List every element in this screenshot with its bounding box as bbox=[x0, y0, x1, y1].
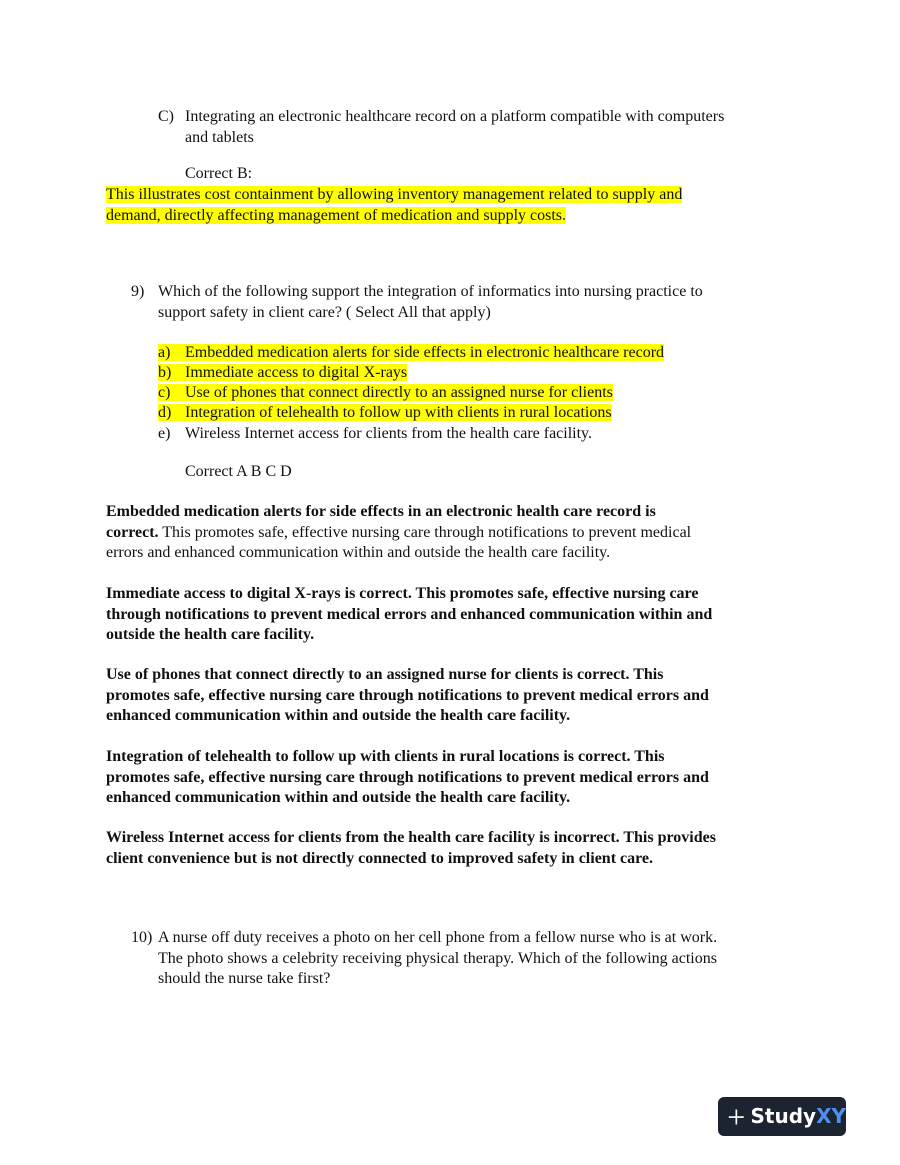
q9-option-e bbox=[158, 424, 592, 445]
q9-explanation-2 bbox=[106, 584, 796, 646]
q9-number: 9) bbox=[131, 283, 145, 300]
q9-question-line1: Which of the following support the integration of informatics into nursing practice to bbox=[158, 283, 703, 300]
q9-option-b bbox=[158, 363, 407, 384]
q10-question-line3: should the nurse take first? bbox=[158, 970, 331, 987]
q9-exp3-line2: promotes safe, effective nursing care through notifications to prevent medical errors and bbox=[106, 686, 709, 704]
q8-option-c bbox=[158, 107, 818, 148]
q10-question-line1: A nurse off duty receives a photo on her cell phone from a fellow nurse who is at work. bbox=[158, 929, 718, 946]
q9-exp1-bold-line2: correct. bbox=[106, 523, 159, 541]
q9-option-d-text: Integration of telehealth to follow up with clients in rural locations bbox=[185, 404, 612, 421]
q9-exp5-line1: Wireless Internet access for clients from the health care facility is incorrect. This provides bbox=[106, 829, 716, 846]
q8-option-c-line1: Integrating an electronic healthcare record on a platform compatible with computers bbox=[185, 108, 725, 125]
q8-option-c-line2: and tablets bbox=[185, 128, 254, 146]
q9-option-a bbox=[158, 343, 664, 364]
q9-exp2-line3: outside the health care facility. bbox=[106, 626, 315, 643]
logo-text bbox=[751, 1106, 846, 1127]
q9-exp4-line2: promotes safe, effective nursing care through notifications to prevent medical errors and bbox=[106, 768, 709, 786]
q8-rationale bbox=[106, 185, 682, 226]
q9-exp2-line2: through notifications to prevent medical errors and enhanced communication within and bbox=[106, 605, 713, 623]
q9-option-b-text: Immediate access to digital X-rays bbox=[185, 364, 408, 381]
q9-explanation-1 bbox=[106, 502, 796, 564]
q9-option-d bbox=[158, 403, 612, 424]
q9-exp4-line1: Integration of telehealth to follow up with clients in rural locations is correct. This bbox=[106, 748, 665, 765]
q9-correct: Correct A B C D bbox=[185, 463, 292, 480]
q8-rationale-line2: demand, directly affecting management of medication and supply costs. bbox=[106, 206, 567, 224]
q9-exp2-line1: Immediate access to digital X-rays is correct. This promotes safe, effective nursing care bbox=[106, 585, 699, 602]
q9-option-e-text: Wireless Internet access for clients from the health care facility. bbox=[185, 425, 593, 442]
q8-correct: Correct B: bbox=[185, 165, 253, 182]
q9-exp3-line1: Use of phones that connect directly to an assigned nurse for clients is correct. This bbox=[106, 666, 664, 683]
q10-question bbox=[131, 928, 791, 990]
q9-exp1-rest-line2: This promotes safe, effective nursing care through notifications to prevent medical bbox=[158, 523, 692, 541]
logo-text-accent: XY bbox=[816, 1104, 846, 1129]
q9-explanation-3 bbox=[106, 665, 796, 727]
q9-exp1-bold-line1: Embedded medication alerts for side effects in an electronic health care record is bbox=[106, 503, 656, 520]
q9-option-c bbox=[158, 383, 613, 404]
q9-explanation-5 bbox=[106, 828, 796, 869]
q10-question-line2: The photo shows a celebrity receiving physical therapy. Which of the following actions bbox=[158, 949, 717, 967]
q9-option-c-label: c) bbox=[158, 384, 171, 401]
q9-exp4-line3: enhanced communication within and outside the health care facility. bbox=[106, 789, 571, 806]
q8-rationale-line1: This illustrates cost containment by allowing inventory management related to supply and bbox=[106, 186, 683, 203]
q9-exp3-line3: enhanced communication within and outside the health care facility. bbox=[106, 707, 571, 724]
q9-option-b-label: b) bbox=[158, 364, 172, 381]
q9-option-a-label: a) bbox=[158, 344, 171, 361]
plus-icon bbox=[728, 1106, 745, 1128]
q9-option-d-label: d) bbox=[158, 404, 172, 421]
q10-number: 10) bbox=[131, 929, 153, 946]
q9-option-c-text: Use of phones that connect directly to an assigned nurse for clients bbox=[185, 384, 613, 401]
q9-question bbox=[131, 282, 791, 323]
logo-text-main: Study bbox=[750, 1104, 817, 1129]
q8-option-c-label: C) bbox=[158, 108, 174, 125]
q9-question-line2: support safety in client care? ( Select All that apply) bbox=[158, 303, 491, 321]
q9-option-e-label: e) bbox=[158, 425, 171, 442]
studyxy-logo bbox=[718, 1097, 846, 1136]
q9-exp1-line3: errors and enhanced communication within and outside the health care facility. bbox=[106, 544, 611, 561]
q9-exp5-line2: client convenience but is not directly connected to improved safety in client care. bbox=[106, 849, 654, 867]
q9-option-a-text: Embedded medication alerts for side effects in electronic healthcare record bbox=[185, 344, 665, 361]
q9-explanation-4 bbox=[106, 747, 796, 809]
